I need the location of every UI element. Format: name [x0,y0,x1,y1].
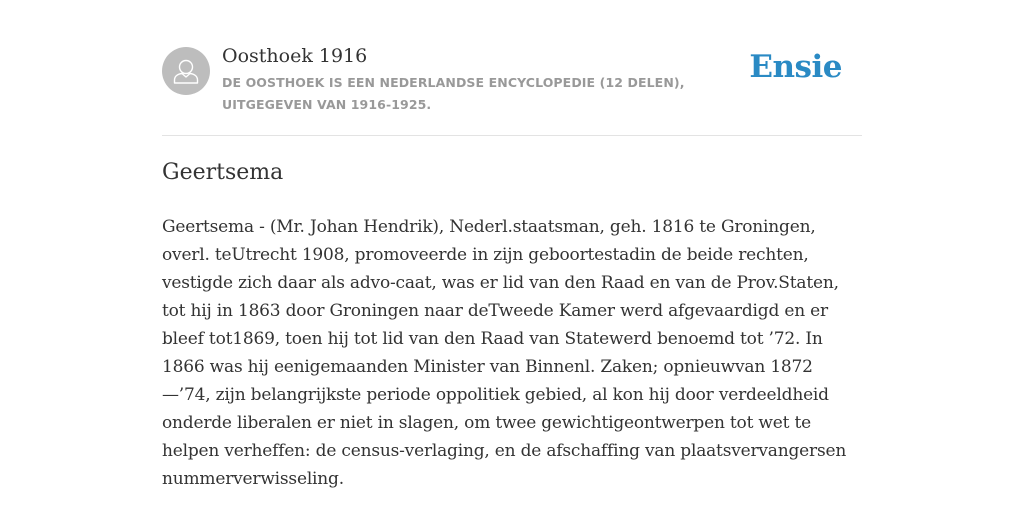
source-header [162,45,862,135]
entry-body: Geertsema - (Mr. Johan Hendrik), Nederl.staatsman, geh. 1816 te Groningen, overl. teUtrecht 1908, promoveerde in zijn geboortestadin de beide rechten, vestigde zich daar als advo-caat, was er lid van den Raad en van de Prov.Staten, tot hij in 1863 door Groningen naar deTweede Kamer werd afgevaardigd en er bleef tot1869, toen hij tot lid van den Raad van Statewerd benoemd tot ’72. In 1866 was hij eenigemaanden Minister van Binnenl. Zaken; opnieuwvan 1872 —’74, zijn belangrijkste periode oppolitiek gebied, al kon hij door verdeeldheid onderde liberalen er niet in slagen, om twee gewichtigeontwerpen tot wet te helpen verheffen: de census-verlaging, en de afschaffing van plaatsvervangersen nummerverwisseling. [162,217,847,489]
source-description: DE OOSTHOEK IS EEN NEDERLANDSE ENCYCLOPEDIE (12 DELEN), UITGEGEVEN VAN 1916-1925. [222,75,685,112]
source-title[interactable]: Oosthoek 1916 [222,45,368,67]
user-outline-icon[interactable] [162,47,210,95]
header-divider [162,135,862,136]
entry-title: Geertsema [162,160,284,185]
ensie-logo[interactable]: Ensie [749,49,842,85]
